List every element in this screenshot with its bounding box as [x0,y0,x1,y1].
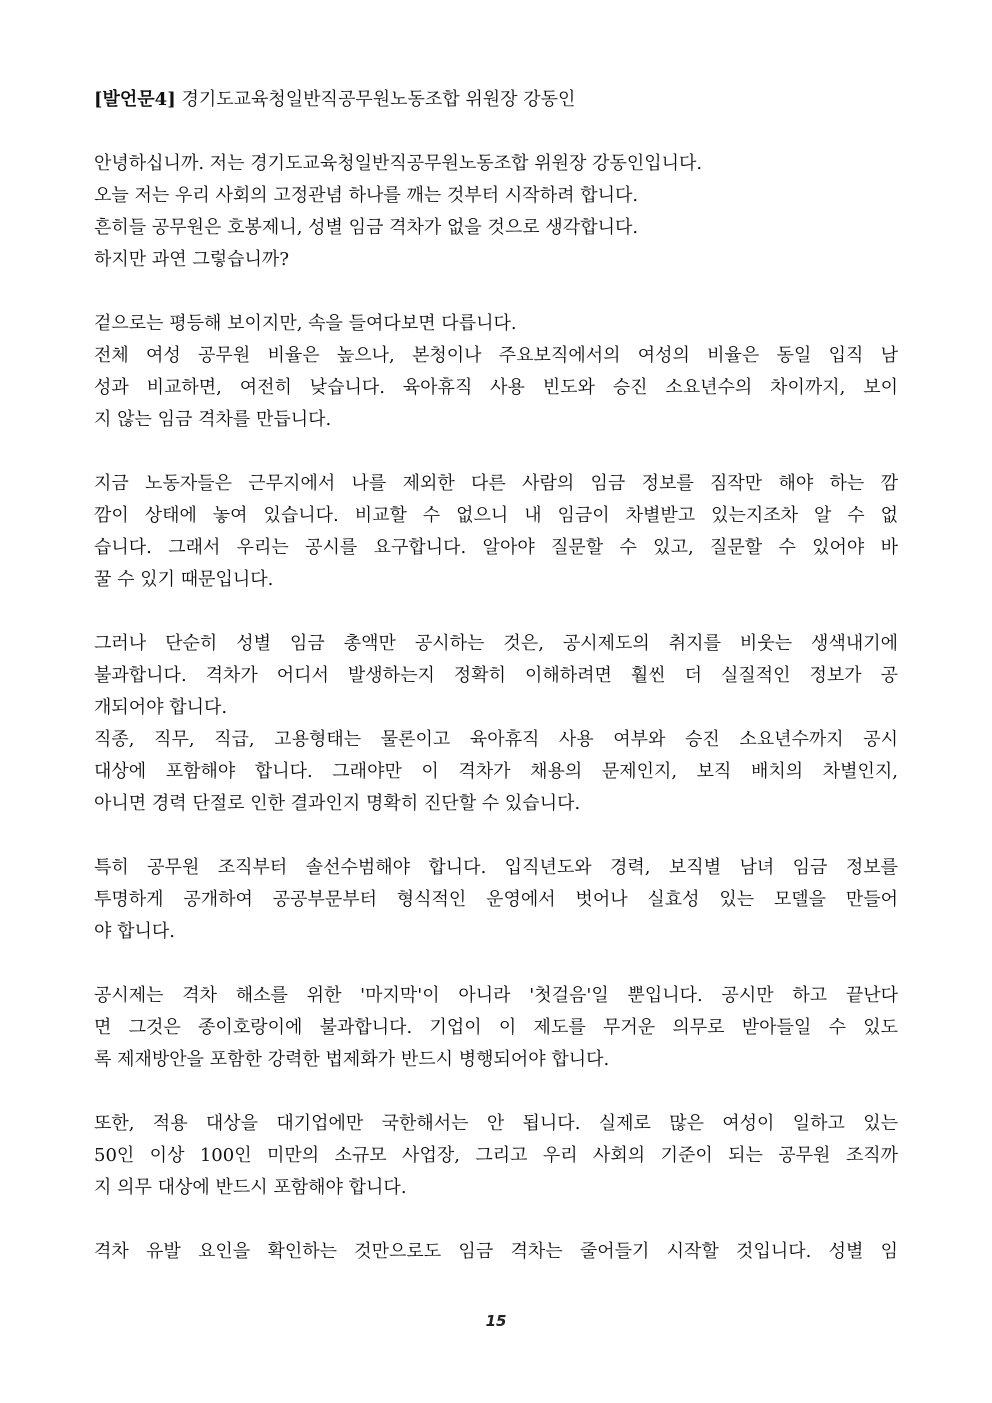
paragraph-line: 개되어야 합니다. [94,697,228,718]
paragraph-line: 하지만 과연 그렇습니까? [94,249,289,270]
paragraph-line: 공시제는 격차 해소를 위한 '마지막'이 아니라 '첫걸음'일 뿐입니다. 공시만 하고 끝난다 [94,985,898,1006]
paragraph-line: 지 의무 대상에 반드시 포함해야 합니다. [94,1177,407,1198]
paragraph-line: 불과합니다. 격차가 어디서 발생하는지 정확히 이해하려면 훨씬 더 실질적인 정보가 공 [94,665,898,686]
paragraph-line: 야 합니다. [94,921,175,942]
paragraph-line: 겉으로는 평등해 보이지만, 속을 들여다보면 다릅니다. [94,313,517,334]
paragraph [94,1108,898,1204]
paragraph [94,468,898,596]
paragraph [94,148,898,276]
paragraph-line: 격차 유발 요인을 확인하는 것만으로도 임금 격차는 줄어들기 시작할 것입니다. 성별 임 [94,1241,898,1262]
paragraph-line: 안녕하십니까. 저는 경기도교육청일반직공무원노동조합 위원장 강동인입니다. [94,153,703,174]
paragraph [94,1236,898,1268]
document-body [94,84,898,1300]
paragraph-line: 오늘 저는 우리 사회의 고정관념 하나를 깨는 것부터 시작하려 합니다. [94,185,639,206]
paragraph [94,980,898,1076]
paragraph-line: 아니면 경력 단절로 인한 결과인지 명확히 진단할 수 있습니다. [94,793,581,814]
paragraph-line: 투명하게 공개하여 공공부문부터 형식적인 운영에서 벗어나 실효성 있는 모델을 만들어 [94,889,898,910]
paragraph-line: 전체 여성 공무원 비율은 높으나, 본청이나 주요보직에서의 여성의 비율은 동일 입직 남 [94,345,898,366]
page-number: 15 [485,1312,507,1330]
speech-number-tag: [발언문4] [94,89,176,110]
paragraph-line: 50인 이상 100인 미만의 소규모 사업장, 그리고 우리 사회의 기준이 되는 공무원 조직까 [94,1145,898,1166]
paragraph [94,308,898,436]
paragraph [94,628,898,820]
speaker-name: 경기도교육청일반직공무원노동조합 위원장 강동인 [175,89,576,110]
paragraph-line: 또한, 적용 대상을 대기업에만 국한해서는 안 됩니다. 실제로 많은 여성이 일하고 있는 [94,1113,898,1134]
paragraph-line: 성과 비교하면, 여전히 낮습니다. 육아휴직 사용 빈도와 승진 소요년수의 차이까지, 보이 [94,377,898,398]
speech-paragraphs [94,148,898,1268]
paragraph-line: 지금 노동자들은 근무지에서 나를 제외한 다른 사람의 임금 정보를 짐작만 해야 하는 깜 [94,473,898,494]
paragraph-line: 습니다. 그래서 우리는 공시를 요구합니다. 알아야 질문할 수 있고, 질문할 수 있어야 바 [94,537,898,558]
paragraph [94,852,898,948]
paragraph-line: 지 않는 임금 격차를 만듭니다. [94,409,332,430]
paragraph-line: 면 그것은 종이호랑이에 불과합니다. 기업이 이 제도를 무거운 의무로 받아들일 수 있도 [94,1017,898,1038]
paragraph-line: 깜이 상태에 놓여 있습니다. 비교할 수 없으니 내 임금이 차별받고 있는지조차 알 수 없 [94,505,898,526]
paragraph-line: 직종, 직무, 직급, 고용형태는 물론이고 육아휴직 사용 여부와 승진 소요년수까지 공시 [94,729,898,750]
paragraph-line: 흔히들 공무원은 호봉제니, 성별 임금 격차가 없을 것으로 생각합니다. [94,217,639,238]
paragraph-line: 대상에 포함해야 합니다. 그래야만 이 격차가 채용의 문제인지, 보직 배치의 차별인지, [94,761,898,782]
paragraph-line: 꿀 수 있기 때문입니다. [94,569,274,590]
speech-heading [94,84,898,116]
paragraph-line: 특히 공무원 조직부터 솔선수범해야 합니다. 입직년도와 경력, 보직별 남녀 임금 정보를 [94,857,898,878]
paragraph-line: 록 제재방안을 포함한 강력한 법제화가 반드시 병행되어야 합니다. [94,1049,610,1070]
paragraph-line: 그러나 단순히 성별 임금 총액만 공시하는 것은, 공시제도의 취지를 비웃는 생색내기에 [94,633,898,654]
